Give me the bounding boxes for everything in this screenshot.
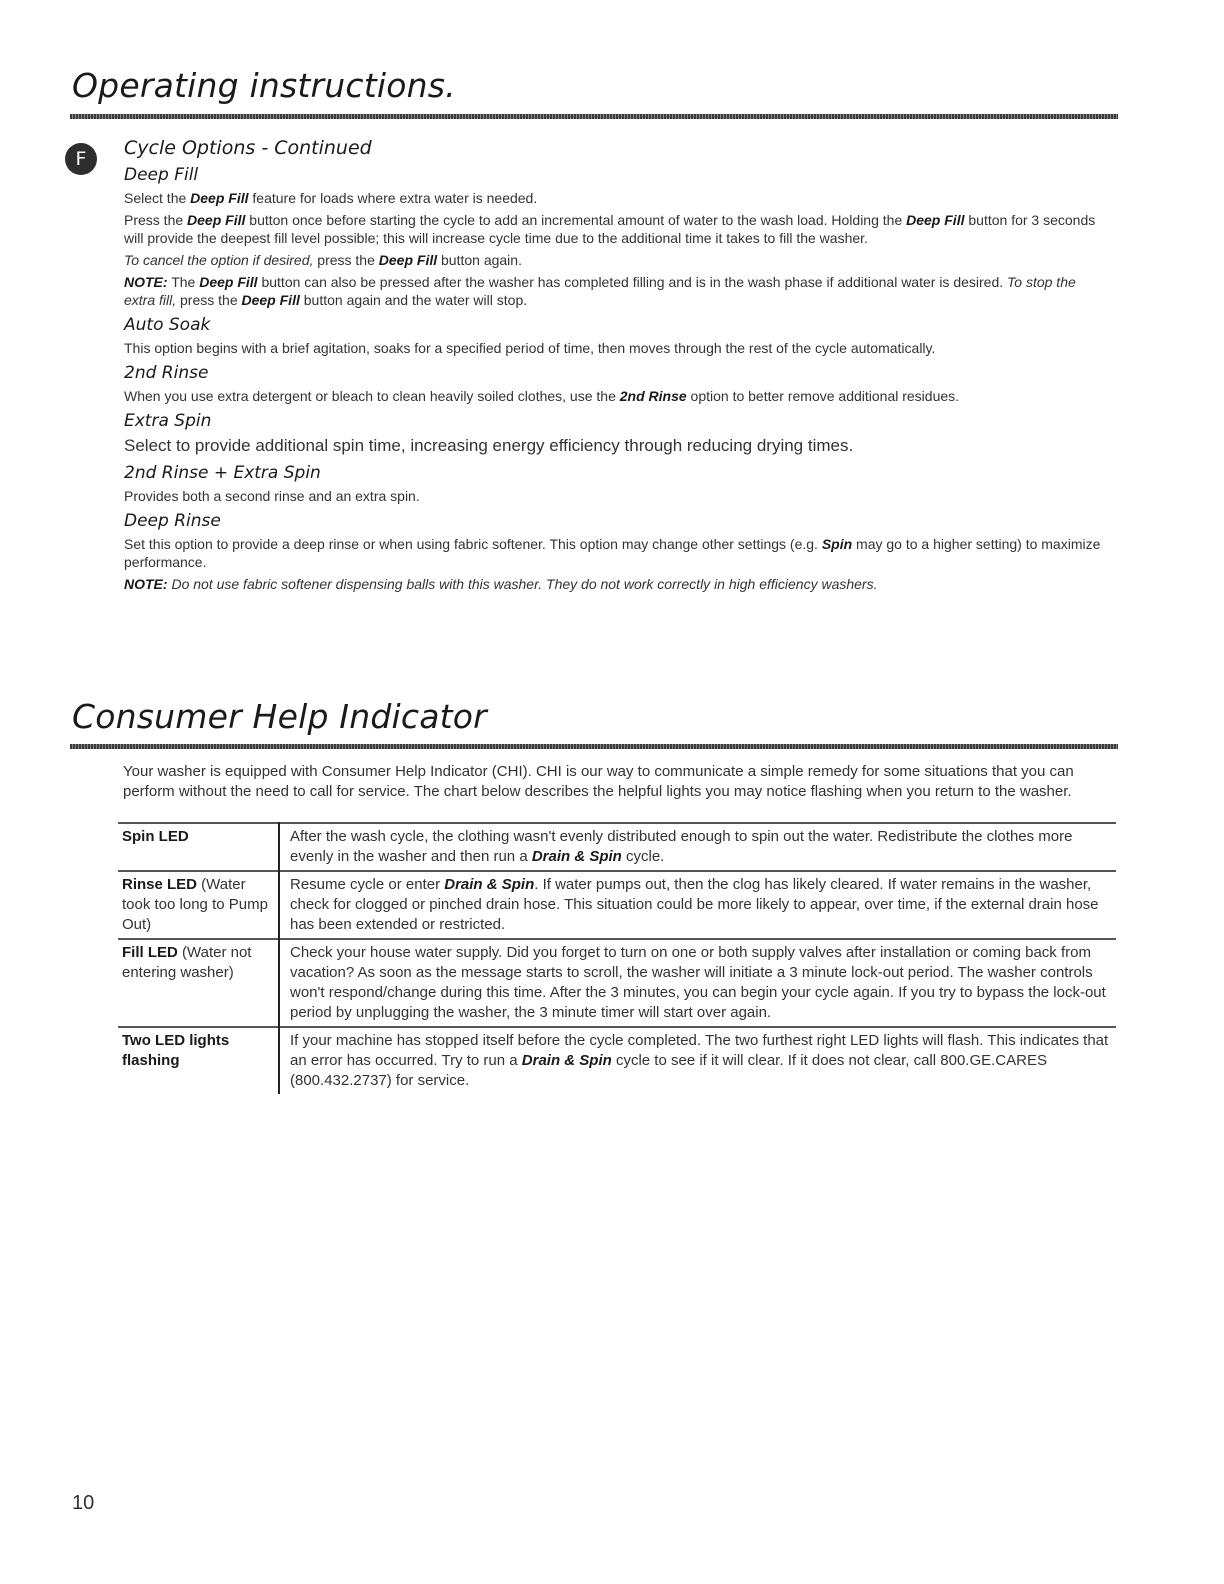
table-row [118, 939, 1116, 1027]
rinse-extra-spin-heading: 2nd Rinse + Extra Spin [124, 463, 321, 483]
section-badge: F [65, 143, 97, 175]
deep-fill-note: NOTE: The Deep Fill button can also be pressed after the washer has completed filling and is in the wash phase if additional water is desired. To stop the extra fill, press the Deep Fill button again and the water will stop. [124, 274, 1076, 308]
chi-title: Consumer Help Indicator [72, 697, 487, 736]
auto-soak-text: This option begins with a brief agitation, soaks for a specified period of time, then moves through the rest of the cycle automatically. [124, 340, 936, 356]
title-rule [70, 114, 1118, 119]
row-text: After the wash cycle, the clothing wasn't evenly distributed enough to spin out the water. Redistribute the clothes more evenly in the washer and then run a Drain & Spin cycle. [279, 823, 1116, 871]
row-label: Fill LED (Water not entering washer) [122, 944, 252, 981]
row-label: Rinse LED (Water took too long to Pump Out) [122, 876, 268, 933]
deep-rinse-heading: Deep Rinse [124, 511, 221, 531]
row-label: Two LED lights flashing [122, 1032, 230, 1069]
chi-rule [70, 744, 1118, 749]
auto-soak-heading: Auto Soak [124, 315, 211, 335]
row-text: Resume cycle or enter Drain & Spin. If water pumps out, then the clog has likely cleared. If water remains in the washer, check for clogged or pinched drain hose. This situation could be more likely to appear, over time, if the external drain hose has been extended or restricted. [279, 871, 1116, 939]
deep-fill-p2: Press the Deep Fill button once before starting the cycle to add an incremental amount of water to the wash load. Holding the Deep Fill button for 3 seconds will provide the deepest fill level possible; this will increase cycle time due to the additional time it takes to fill the washer. [124, 212, 1096, 246]
deep-fill-heading: Deep Fill [124, 165, 199, 185]
table-row [118, 823, 1116, 871]
row-text: Check your house water supply. Did you forget to turn on one or both supply valves after installation or coming back from vacation? As soon as the message starts to scroll, the washer will initiate a 3 minute lock-out period. The washer controls won't respond/change during this time. After the 3 minutes, you can begin your cycle again. If you try to bypass the lock-out period by unplugging the washer, the 3 minute timer will start over again. [279, 939, 1116, 1027]
second-rinse-text: When you use extra detergent or bleach to clean heavily soiled clothes, use the 2nd Rinse option to better remove additional residues. [124, 388, 960, 404]
page-title: Operating instructions. [72, 66, 456, 105]
table-row [118, 1027, 1116, 1094]
cycle-options-section [124, 137, 1104, 597]
deep-rinse-text: Set this option to provide a deep rinse or when using fabric softener. This option may change other settings (e.g. Spin may go to a higher setting) to maximize performance. [124, 536, 1101, 570]
deep-fill-p3: To cancel the option if desired, press the Deep Fill button again. [124, 252, 522, 268]
cycle-options-title: Cycle Options - Continued [124, 137, 372, 159]
row-text: If your machine has stopped itself before the cycle completed. The two furthest right LED lights will flash. This indicates that an error has occurred. Try to run a Drain & Spin cycle to see if it will clear. If it does not clear, call 800.GE.CARES (800.432.2737) for service. [279, 1027, 1116, 1094]
table-row [118, 871, 1116, 939]
extra-spin-heading: Extra Spin [124, 411, 212, 431]
chi-table [118, 822, 1116, 1094]
second-rinse-heading: 2nd Rinse [124, 363, 209, 383]
chi-intro: Your washer is equipped with Consumer Help Indicator (CHI). CHI is our way to communicate a simple remedy for some situations that you can perform without the need to call for service. The chart below describes the helpful lights you may notice flashing when you return to the washer. [123, 763, 1074, 800]
deep-rinse-note: NOTE: Do not use fabric softener dispensing balls with this washer. They do not work correctly in high efficiency washers. [124, 576, 878, 592]
deep-fill-p1: Select the Deep Fill feature for loads where extra water is needed. [124, 190, 538, 206]
extra-spin-text: Select to provide additional spin time, increasing energy efficiency through reducing drying times. [124, 436, 854, 455]
page-number: 10 [72, 1492, 95, 1514]
rinse-extra-spin-text: Provides both a second rinse and an extra spin. [124, 488, 420, 504]
row-label: Spin LED [122, 828, 189, 845]
